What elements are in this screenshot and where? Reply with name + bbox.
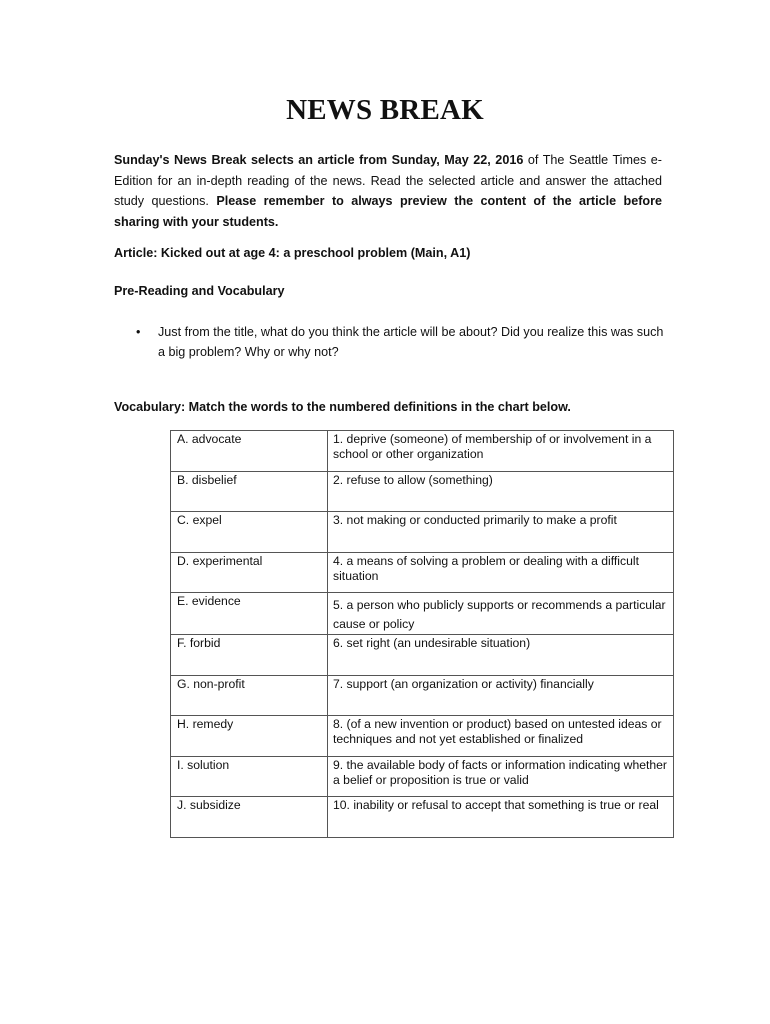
vocab-definition: 1. deprive (someone) of membership of or involvement in a school or other organization xyxy=(328,431,674,472)
table-row xyxy=(171,635,674,676)
table-row xyxy=(171,593,674,635)
intro-body: of The Seattle Times e-Edition for an in-depth reading of the news. Read the selected article and answer the attached study questions. xyxy=(114,153,662,208)
vocab-word: G. non-profit xyxy=(171,675,328,716)
vocab-word: B. disbelief xyxy=(171,471,328,512)
vocab-word: C. expel xyxy=(171,512,328,553)
intro-paragraph xyxy=(114,150,662,232)
vocab-word: E. evidence xyxy=(171,593,328,635)
vocabulary-heading: Vocabulary: Match the words to the numbered definitions in the chart below. xyxy=(114,400,571,414)
table-row xyxy=(171,797,674,838)
vocab-word: I. solution xyxy=(171,756,328,797)
vocab-word: A. advocate xyxy=(171,431,328,472)
table-row xyxy=(171,431,674,472)
vocab-definition: 3. not making or conducted primarily to make a profit xyxy=(328,512,674,553)
question-item: Just from the title, what do you think the article will be about? Did you realize this was such a big problem? Why or why not? xyxy=(158,325,664,359)
vocab-definition: 8. (of a new invention or product) based on untested ideas or techniques and not yet established or finalized xyxy=(328,716,674,757)
table-row xyxy=(171,471,674,512)
bullet-icon: • xyxy=(136,325,141,339)
intro-preview-reminder: Please remember to always preview the content of the article before sharing with your students. xyxy=(114,194,663,229)
vocab-definition: 6. set right (an undesirable situation) xyxy=(328,635,674,676)
vocab-word: J. subsidize xyxy=(171,797,328,838)
vocabulary-table xyxy=(170,430,674,838)
vocab-definition: 4. a means of solving a problem or dealing with a difficult situation xyxy=(328,552,674,593)
vocab-definition: 10. inability or refusal to accept that something is true or real xyxy=(328,797,674,838)
article-title: Article: Kicked out at age 4: a preschool problem (Main, A1) xyxy=(114,246,471,260)
intro-bold-lead: Sunday's News Break selects an article from Sunday, May 22, 2016 xyxy=(114,153,524,167)
vocab-word: H. remedy xyxy=(171,716,328,757)
table-row xyxy=(171,512,674,553)
vocab-word: D. experimental xyxy=(171,552,328,593)
table-row xyxy=(171,675,674,716)
table-row xyxy=(171,716,674,757)
page-title: NEWS BREAK xyxy=(286,94,484,126)
vocab-definition: 2. refuse to allow (something) xyxy=(328,471,674,512)
table-row xyxy=(171,756,674,797)
vocab-definition: 7. support (an organization or activity) financially xyxy=(328,675,674,716)
table-row xyxy=(171,552,674,593)
vocab-definition: 9. the available body of facts or information indicating whether a belief or proposition is true or valid xyxy=(328,756,674,797)
vocab-word: F. forbid xyxy=(171,635,328,676)
section-heading: Pre-Reading and Vocabulary xyxy=(114,284,285,298)
vocab-definition: 5. a person who publicly supports or recommends a particular cause or policy xyxy=(328,593,674,635)
